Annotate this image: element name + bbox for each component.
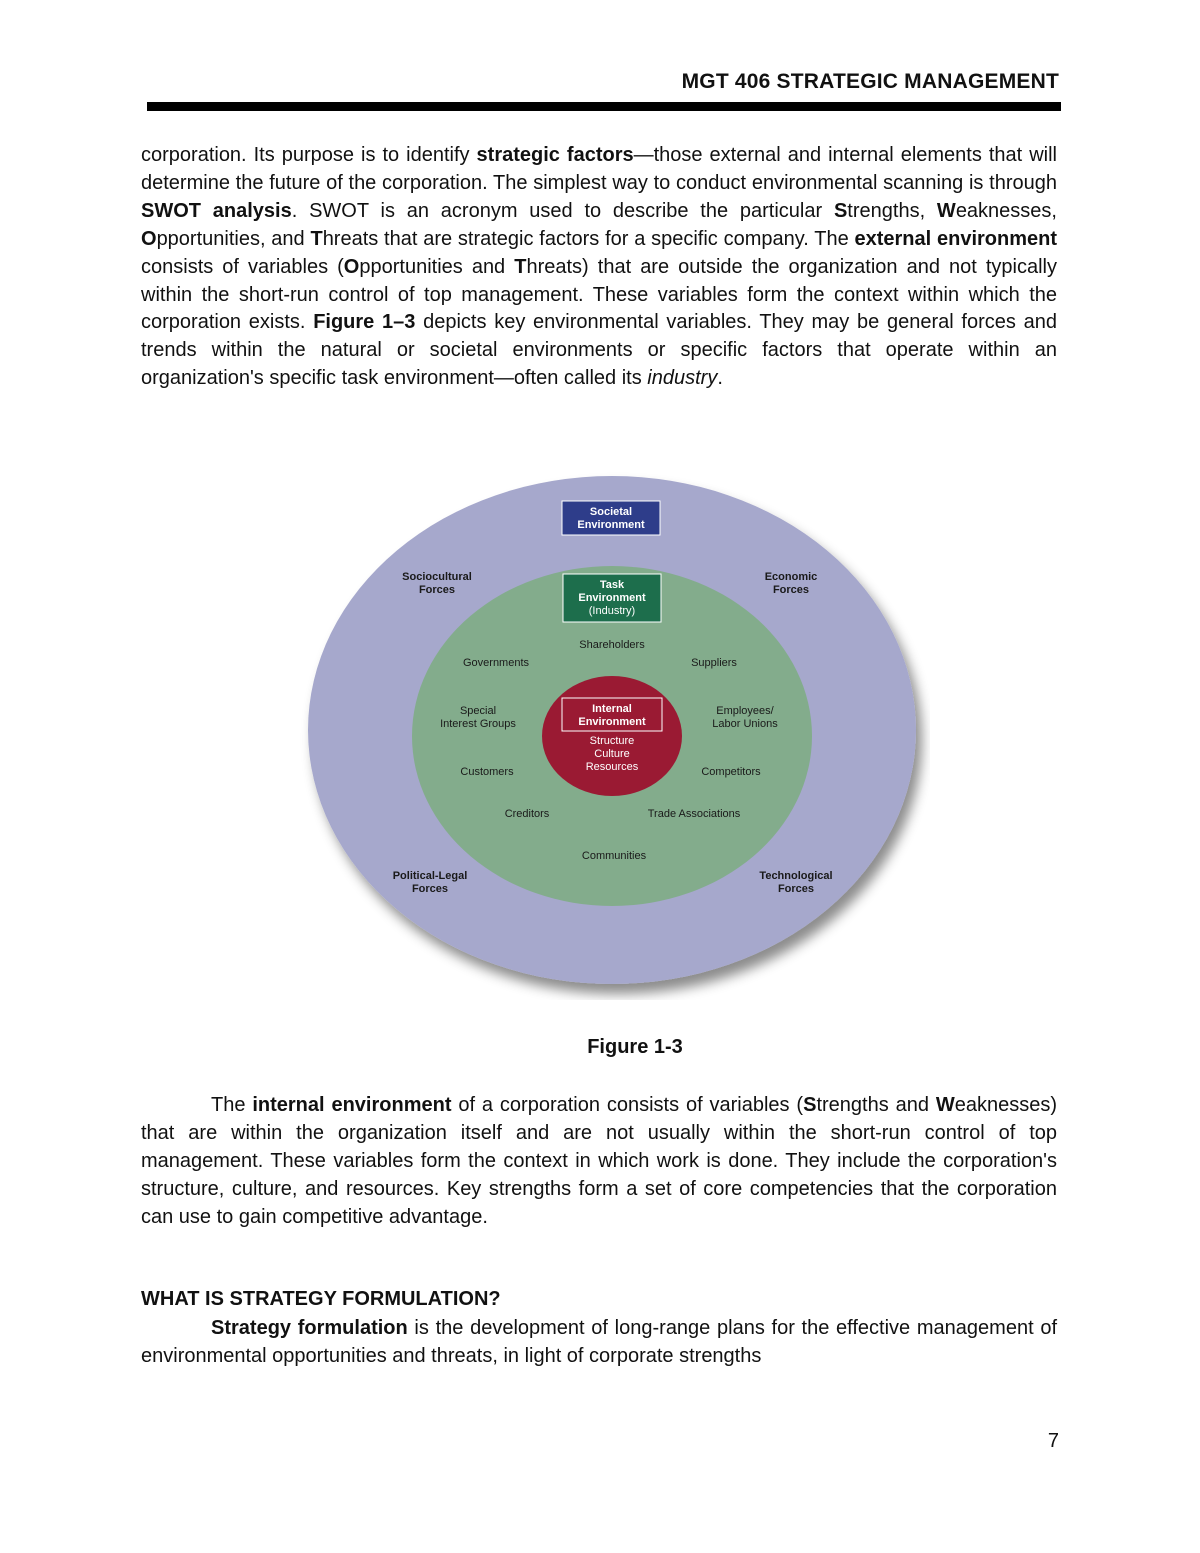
- stakeholder-governments: Governments: [462, 657, 530, 669]
- societal-title-line2: Environment: [577, 519, 645, 531]
- internal-environment-paragraph: The internal environment of a corporation consists of variables (Strengths and Weaknesses) that are within the organization itself and are not usually within the short-run control of top management. These variables form the context in which work is done. They include the corporation's structure, culture, and resources. Key strengths form a set of core competencies that the corporation can use to gain competitive advantage.: [141, 1094, 1058, 1228]
- page-number: 7: [1047, 1430, 1059, 1452]
- task-title-line2: Environment: [578, 592, 646, 604]
- stakeholder-trade-associations: Trade Associations: [647, 808, 741, 820]
- technological-forces-line1: Technological: [759, 870, 833, 882]
- header-rule: [147, 102, 1061, 111]
- technological-forces-line2: Forces: [777, 883, 815, 895]
- stakeholder-customers: Customers: [460, 766, 514, 778]
- figure-caption: Figure 1-3: [587, 1036, 683, 1058]
- internal-title-line2: Environment: [578, 716, 646, 728]
- political-legal-forces-line1: Political-Legal: [392, 870, 468, 882]
- stakeholder-suppliers: Suppliers: [691, 657, 737, 669]
- political-legal-forces-line2: Forces: [411, 883, 449, 895]
- internal-item-culture: Culture: [594, 748, 630, 760]
- intro-paragraph: corporation. Its purpose is to identify strategic factors—those external and internal elements that will determine the future of the corporation. The simplest way to conduct environmental scanning is through SWOT analysis. SWOT is an acronym used to describe the particular Strengths, Weaknesses, Opportunities, and Threats that are strategic factors for a specific company. The external environment consists of variables (Opportunities and Threats) that are outside the organization and not typically within the short-run control of top management. These variables form the context within which the corporation exists. Figure 1–3 depicts key environmental variables. They may be general forces and trends within the natural or societal environments or specific factors that operate within an organization's specific task environment—often called its industry.: [141, 144, 1057, 390]
- sociocultural-forces-line2: Forces: [418, 584, 456, 596]
- stakeholder-competitors: Competitors: [701, 766, 761, 778]
- stakeholder-employees-line2: Labor Unions: [712, 718, 778, 730]
- running-header: MGT 406 STRATEGIC MANAGEMENT: [681, 70, 1059, 93]
- stakeholder-shareholders: Shareholders: [579, 639, 645, 651]
- section-heading: WHAT IS STRATEGY FORMULATION?: [141, 1288, 501, 1310]
- internal-item-structure: Structure: [589, 735, 635, 747]
- economic-forces-line2: Forces: [772, 584, 810, 596]
- strategy-formulation-paragraph: Strategy formulation is the development of long-range plans for the effective management of environmental opportunities and threats, in light of corporate strengths: [141, 1317, 1057, 1367]
- sociocultural-forces-line1: Sociocultural: [402, 571, 472, 583]
- internal-title-line1: Internal: [592, 703, 632, 715]
- stakeholder-communities: Communities: [581, 850, 647, 862]
- internal-item-resources: Resources: [585, 761, 639, 773]
- task-title-line1: Task: [599, 579, 625, 591]
- economic-forces-line1: Economic: [764, 571, 818, 583]
- environment-diagram: [300, 470, 930, 1000]
- environment-figure: [300, 470, 930, 1000]
- stakeholder-special-interest-line1: Special: [459, 705, 497, 717]
- societal-title-line1: Societal: [589, 506, 633, 518]
- task-title-line3: (Industry): [588, 605, 636, 617]
- stakeholder-employees-line1: Employees/: [716, 705, 774, 717]
- stakeholder-special-interest-line2: Interest Groups: [440, 718, 516, 730]
- stakeholder-creditors: Creditors: [504, 808, 550, 820]
